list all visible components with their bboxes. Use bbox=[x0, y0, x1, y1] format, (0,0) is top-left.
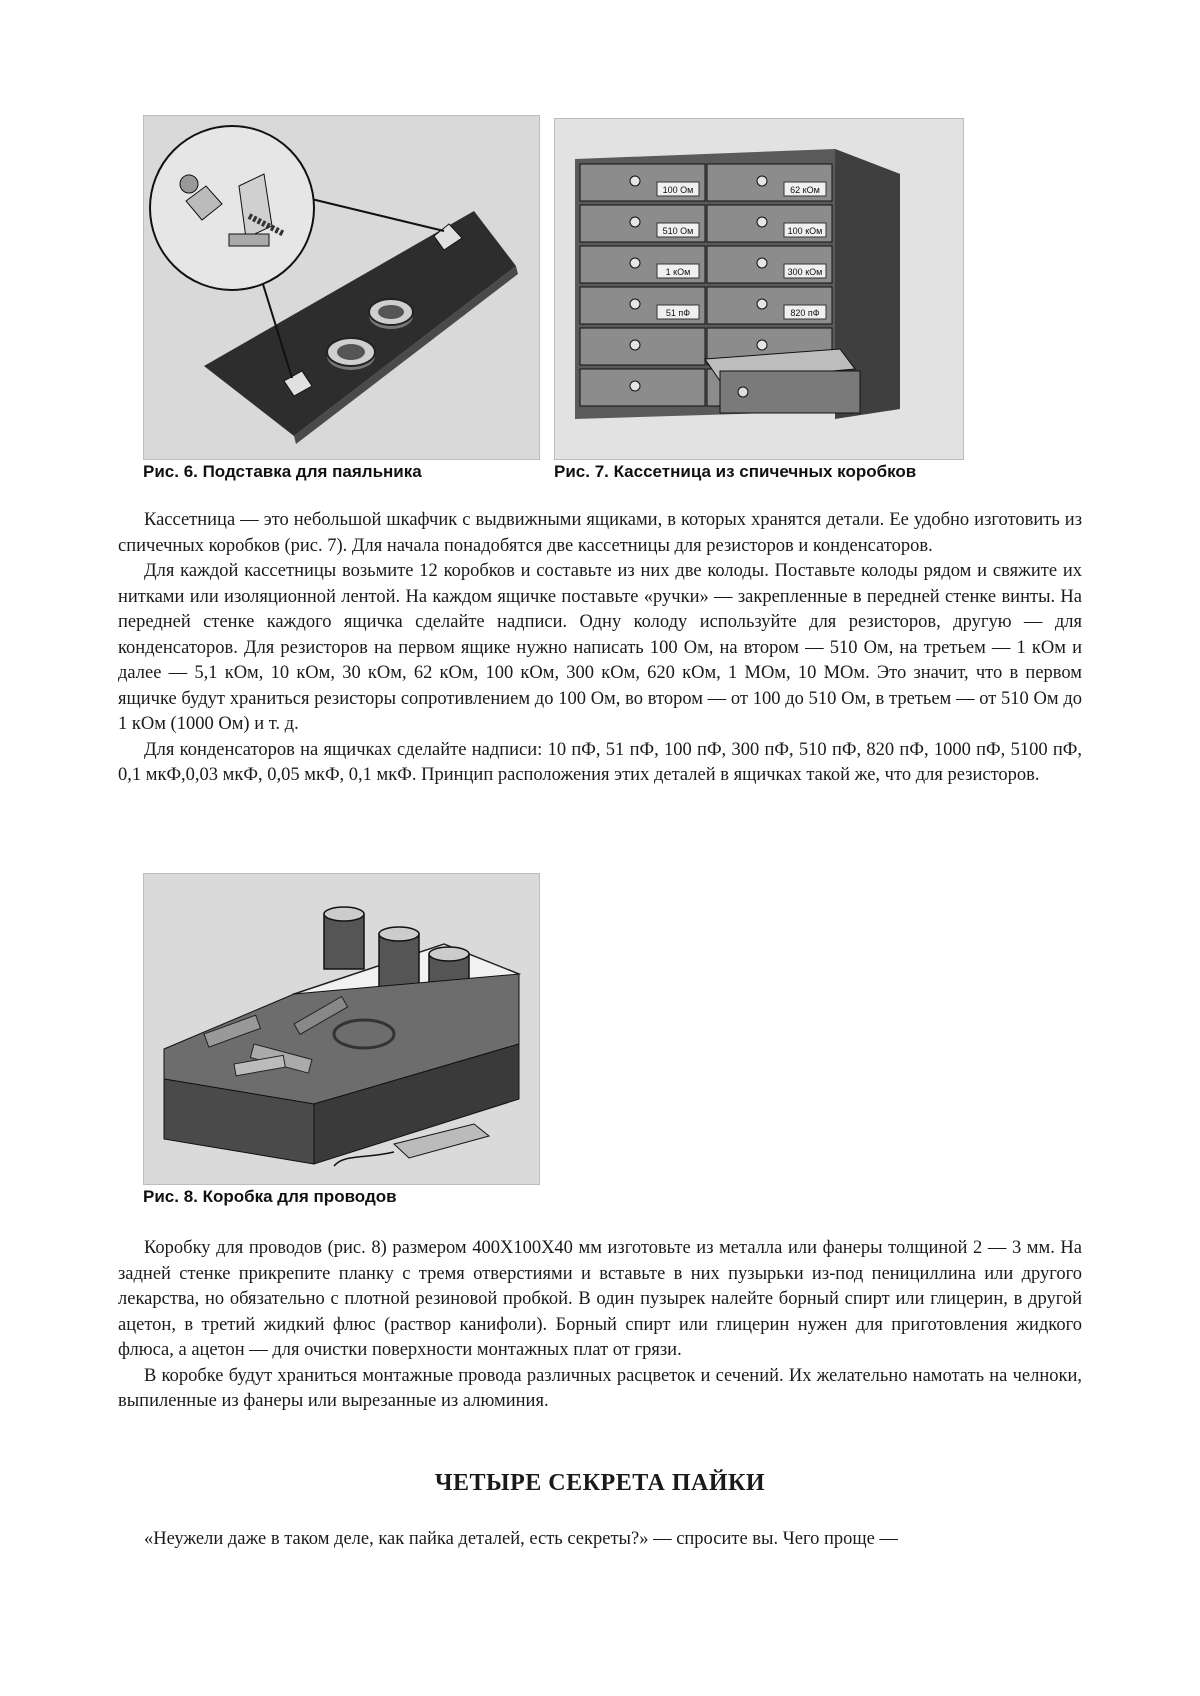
drawer-knob bbox=[630, 217, 640, 227]
drawer-knob bbox=[630, 381, 640, 391]
drawer-knob bbox=[757, 176, 767, 186]
figure-8-wire-box bbox=[143, 873, 540, 1185]
drawer-knob bbox=[757, 299, 767, 309]
drawer-label: 820 пФ bbox=[790, 308, 820, 318]
paragraph: «Неужели даже в таком деле, как пайка деталей, есть секреты?» — спросите вы. Чего проще — bbox=[144, 1529, 898, 1549]
matchbox-cabinet-illustration bbox=[555, 119, 963, 459]
drawer-front bbox=[580, 369, 705, 406]
paragraph: Кассетница — это небольшой шкафчик с выдвижными ящиками, в которых хранятся детали. Ее удобно изготовить из спичечных коробков (рис. 7). Для начала понадобятся две кассетницы для резисторов и конденсаторов. bbox=[118, 510, 1082, 556]
paragraph: Коробку для проводов (рис. 8) размером 400Х100Х40 мм изготовьте из металла или фанеры толщиной 2 — 3 мм. На задней стенке прикрепите планку с тремя отверстиями и вставьте в них пузырьки из-под пенициллина или другого лекарства, но обязательно с плотной резиновой пробкой. В один пузырек налейте борный спирт или глицерин, в другой ацетон, в третий жидкий флюс (раствор канифоли). Борный спирт или глицерин нужен для приготовления жидкого флюса, а ацетон — для очистки поверхности монтажных плат от грязи. bbox=[118, 1238, 1082, 1360]
drawer-label: 100 Ом bbox=[662, 185, 694, 195]
figure-6-caption: Рис. 6. Подставка для паяльника bbox=[143, 462, 422, 481]
drawer-label: 100 кОм bbox=[787, 226, 823, 236]
soldering-stand-illustration bbox=[144, 116, 539, 459]
drawer-knob bbox=[630, 340, 640, 350]
drawer-knob bbox=[630, 299, 640, 309]
section-heading: ЧЕТЫРЕ СЕКРЕТА ПАЙКИ bbox=[434, 1470, 766, 1496]
figure-6-soldering-stand bbox=[143, 115, 540, 460]
figure-7-matchbox-cabinet bbox=[554, 118, 964, 460]
text-block-bottom bbox=[118, 1236, 1082, 1415]
drawer-front bbox=[580, 328, 705, 365]
drawer-label: 62 кОм bbox=[790, 185, 820, 195]
paragraph: В коробке будут храниться монтажные провода различных расцветок и сечений. Их желательно намотать на челноки, выпиленные из фанеры или вырезанные из алюминия. bbox=[118, 1365, 1082, 1411]
drawer-knob bbox=[630, 176, 640, 186]
figure-7-caption: Рис. 7. Кассетница из спичечных коробков bbox=[554, 462, 917, 481]
text-block-last bbox=[118, 1527, 1082, 1553]
paragraph: Для конденсаторов на ящичках сделайте надписи: 10 пФ, 51 пФ, 100 пФ, 300 пФ, 510 пФ, 820 пФ, 1000 пФ, 5100 пФ, 0,1 мкФ,0,03 мкФ, 0,05 мкФ, 0,1 мкФ. Принцип расположения этих деталей в ящичках такой же, что для резисторов. bbox=[118, 739, 1082, 785]
drawer-label: 51 пФ bbox=[665, 308, 691, 318]
drawer-knob bbox=[630, 258, 640, 268]
drawer-knob bbox=[757, 340, 767, 350]
drawer-label: 510 Ом bbox=[662, 226, 694, 236]
drawer-label: 300 кОм bbox=[787, 267, 823, 277]
drawer-label: 1 кОм bbox=[665, 267, 691, 277]
drawer-knob bbox=[757, 258, 767, 268]
drawer-knob bbox=[757, 217, 767, 227]
text-block-top bbox=[118, 508, 1082, 789]
paragraph: Для каждой кассетницы возьмите 12 коробков и составьте из них две колоды. Поставьте колоды рядом и свяжите их нитками или изоляционной лентой. На каждом ящичке поставьте «ручки» — закрепленные в передней стенке винты. На передней стенке каждого ящичка сделайте надписи. Одну колоду используйте для резисторов, другую — для конденсаторов. Для резисторов на первом ящике нужно написать 100 Ом, на втором — 510 Ом, на третьем — 1 кОм и далее — 5,1 кОм, 10 кОм, 30 кОм, 62 кОм, 100 кОм, 300 кОм, 620 кОм, 1 МОм, 10 МОм. Это значит, что в первом ящичке будут храниться резисторы сопротивлением до 100 Ом, во втором — от 100 до 510 Ом, в третьем — от 510 Ом до 1 кОм (1000 Ом) и т. д. bbox=[118, 561, 1082, 734]
figure-8-caption: Рис. 8. Коробка для проводов bbox=[143, 1187, 397, 1206]
wire-box-illustration bbox=[144, 874, 539, 1184]
